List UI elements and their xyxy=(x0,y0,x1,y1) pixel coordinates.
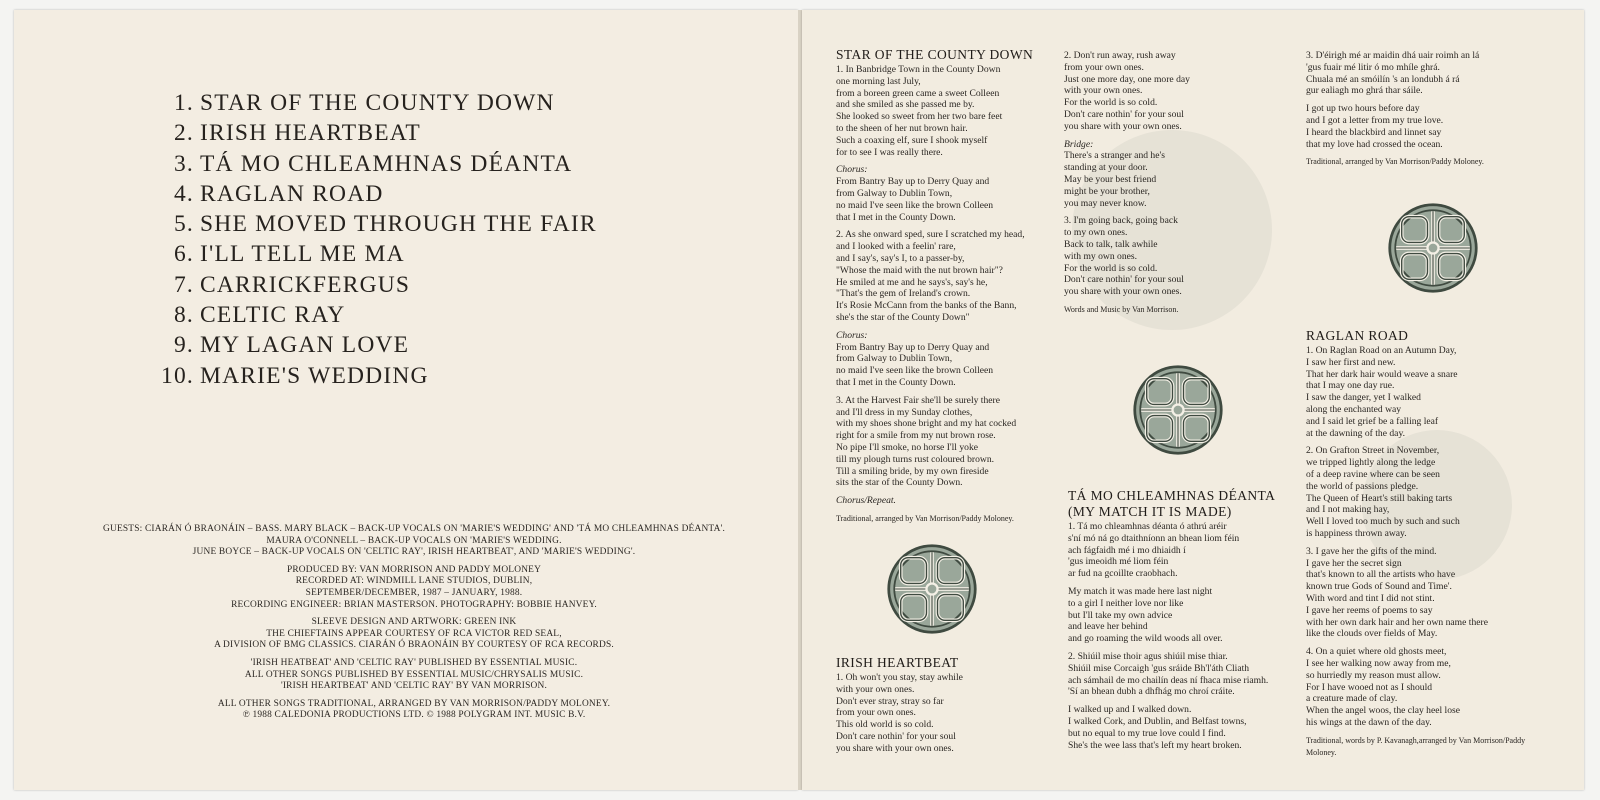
track-title: CELTIC RAY xyxy=(200,302,346,329)
text-line: Don't care nothin' for your soul xyxy=(1064,108,1184,120)
text-line: she's the star of the County Down" xyxy=(836,311,970,323)
text-line: ach sámhail de mo chailín deas ní fhaca mise riamh. xyxy=(1068,674,1269,686)
text-line: I saw her first and new. xyxy=(1306,356,1396,368)
text-line: so hurriedly my reason must allow. xyxy=(1306,669,1441,681)
text-line: you share with your own ones. xyxy=(1064,120,1182,132)
text-line: I walked Cork, and Dublin, and Belfast towns, xyxy=(1068,715,1247,727)
verse xyxy=(1306,646,1536,729)
song-credit: Words and Music by Van Morrison. xyxy=(1064,304,1179,314)
text-line: ALL OTHER SONGS PUBLISHED BY ESSENTIAL MUSIC/CHRYSALIS MUSIC. xyxy=(244,669,584,680)
text-line: with my shoes shone bright and my hat cocked xyxy=(836,418,1017,430)
text-line: I heard the blackbird and linnet say xyxy=(1306,126,1442,138)
text-line: a creature made of clay. xyxy=(1306,693,1398,705)
verse xyxy=(836,229,1058,323)
text-line: With word and tint I did not stint. xyxy=(1306,592,1435,604)
track-item xyxy=(154,88,597,118)
text-line: at the dawning of the day. xyxy=(1306,427,1406,439)
guests-credits xyxy=(74,524,754,559)
chorus-repeat-label: Chorus/Repeat. xyxy=(836,495,896,507)
text-line: gur ealiagh mo ghrá thar sáile. xyxy=(1306,85,1423,97)
text-line: He smiled at me and he says's, say's he, xyxy=(836,276,988,288)
celtic-knot-icon xyxy=(1387,202,1479,294)
text-line: from your own ones. xyxy=(1064,61,1144,73)
text-line: with my own ones. xyxy=(1064,250,1138,262)
track-number: 1. xyxy=(173,90,194,116)
song-irish-heartbeat xyxy=(836,656,1036,761)
track-title: TÁ MO CHLEAMHNAS DÉANTA xyxy=(200,150,573,177)
bridge-label: Bridge: xyxy=(1064,138,1094,150)
text-line: but I'll take my own advice xyxy=(1068,609,1173,621)
text-line: known true Gods of Sound and Time'. xyxy=(1306,581,1452,593)
verse xyxy=(1306,345,1536,439)
text-line: Shiúil mise Corcaigh 'gus sráide Bh'l'áth Cliath xyxy=(1068,662,1250,674)
text-line: the world of passions pledge. xyxy=(1306,480,1419,492)
text-line: one morning last July, xyxy=(836,75,921,87)
text-line: 1. Oh won't you stay, stay awhile xyxy=(836,672,963,683)
track-item xyxy=(154,330,597,360)
text-line: Back to talk, talk awhile xyxy=(1064,238,1158,250)
song-star-of-the-county-down xyxy=(836,48,1058,525)
verse xyxy=(836,64,1058,158)
track-title: CARRICKFERGUS xyxy=(200,271,411,298)
text-line: 'IRISH HEARTBEAT' AND 'CELTIC RAY' BY VAN MORRISON. xyxy=(280,681,548,692)
text-line: with your own ones. xyxy=(836,683,915,695)
track-title: MARIE'S WEDDING xyxy=(200,362,429,389)
text-line: no maid I've seen like the brown Colleen xyxy=(836,365,994,377)
production-credits xyxy=(74,565,754,611)
text-line: from your own ones. xyxy=(836,707,916,719)
text-line: THE CHIEFTAINS APPEAR COURTESY OF RCA VICTOR RED SEAL, xyxy=(266,628,562,639)
verse-english xyxy=(1068,586,1298,645)
song-title: TÁ MO CHLEAMHNAS DÉANTA xyxy=(1068,488,1276,503)
song-irish-heartbeat-continued xyxy=(1064,50,1264,316)
text-line: From Bantry Bay up to Derry Quay and xyxy=(836,176,990,188)
text-line: From Bantry Bay up to Derry Quay and xyxy=(836,341,990,353)
text-line: The Queen of Heart's still baking tarts xyxy=(1306,492,1453,504)
text-line: I gave her the secret sign xyxy=(1306,557,1402,569)
verse-irish xyxy=(1068,521,1298,580)
text-line: and I'll dress in my Sunday clothes, xyxy=(836,406,973,418)
song-credit: Traditional, arranged by Van Morrison/Paddy Moloney. xyxy=(836,513,1014,523)
text-line: Chuala mé an smóilín 's an londubh á rá xyxy=(1306,73,1460,85)
track-number: 5. xyxy=(173,211,194,238)
chorus-label: Chorus: xyxy=(836,329,868,341)
track-title: MY LAGAN LOVE xyxy=(200,332,410,359)
text-line: It's Rosie McCann from the banks of the Bann, xyxy=(836,300,1017,312)
text-line: 1. On Raglan Road on an Autumn Day, xyxy=(1306,345,1457,356)
verse-irish xyxy=(1306,50,1546,97)
text-line: 'Sí an bhean dubh a dhfhág mo chroí cráite. xyxy=(1068,686,1235,698)
text-line: that I may one day rue. xyxy=(1306,380,1395,392)
text-line: we tripped lightly along the ledge xyxy=(1306,457,1436,469)
song-ta-mo-chleamhnas-deanta-continued xyxy=(1306,50,1546,168)
text-line: Till a smiling bride, by my own fireside xyxy=(836,465,989,477)
track-number: 6. xyxy=(173,241,194,268)
text-line: but no equal to my true love could I find. xyxy=(1068,727,1226,739)
text-line: with her own dark hair and her own name there xyxy=(1306,616,1488,628)
text-line: 2. Shiúil mise thoir agus shiúil mise thiar. xyxy=(1068,650,1228,662)
text-line: I saw the danger, yet I walked xyxy=(1306,392,1421,404)
text-line: This old world is so cold. xyxy=(836,719,934,731)
song-subtitle: (MY MATCH IT IS MADE) xyxy=(1068,504,1232,519)
text-line: JUNE BOYCE – BACK-UP VOCALS ON 'CELTIC RAY', IRISH HEARTBEAT', AND 'MARIE'S WEDDING'. xyxy=(192,547,636,558)
text-line: "Whose the maid with the nut brown hair"? xyxy=(836,264,1003,276)
text-line: Don't ever stray, stray so far xyxy=(836,695,944,707)
song-ta-mo-chleamhnas-deanta xyxy=(1068,489,1298,757)
text-line: you share with your own ones. xyxy=(836,742,954,754)
text-line: ach fágfaidh mé i mo dhiaidh í xyxy=(1068,544,1186,556)
text-line: and I say's, say's I, to a passer-by, xyxy=(836,252,965,264)
text-line: like the clouds over fields of May. xyxy=(1306,628,1438,640)
text-line: no maid I've seen like the brown Colleen xyxy=(836,199,994,211)
chorus-label: Chorus: xyxy=(836,164,868,176)
text-line: you share with your own ones. xyxy=(1064,286,1182,298)
left-page xyxy=(14,10,798,790)
text-line: 3. I'm going back, going back xyxy=(1064,215,1178,227)
right-page xyxy=(802,10,1584,790)
track-item xyxy=(154,149,597,179)
text-line: ar fud na gcoillte craobhach. xyxy=(1068,568,1178,580)
song-title: IRISH HEARTBEAT xyxy=(836,655,959,670)
verse xyxy=(1306,445,1536,539)
text-line: from Galway to Dublin Town, xyxy=(836,187,953,199)
song-raglan-road xyxy=(1306,329,1536,758)
text-line: For I have wooed not as I should xyxy=(1306,681,1433,693)
text-line: 2. On Grafton Street in November, xyxy=(1306,445,1440,457)
track-number: 3. xyxy=(173,150,194,177)
text-line: My match it was made here last night xyxy=(1068,585,1213,597)
celtic-knot-icon xyxy=(886,543,978,635)
song-credit xyxy=(1306,735,1536,759)
song-title: STAR OF THE COUNTY DOWN xyxy=(836,47,1034,62)
text-line: to my own ones. xyxy=(1064,227,1128,239)
text-line: 'gus fuair mé litir ó mo mhíle ghrá. xyxy=(1306,61,1440,73)
verse xyxy=(1306,546,1536,640)
text-line: is happiness thrown away. xyxy=(1306,527,1407,539)
credits-block xyxy=(74,524,754,728)
text-line: and go roaming the wild woods all over. xyxy=(1068,633,1223,645)
text-line: to a girl I neither love nor like xyxy=(1068,597,1184,609)
track-number: 7. xyxy=(173,271,194,298)
text-line: No pipe I'll smoke, no horse I'll yoke xyxy=(836,441,979,453)
text-line: ALL OTHER SONGS TRADITIONAL, ARRANGED BY VAN MORRISON/PADDY MOLONEY. xyxy=(217,698,611,709)
track-number: 10. xyxy=(161,362,194,389)
text-line: standing at your door. xyxy=(1064,162,1148,174)
text-line: Well I loved too much by such and such xyxy=(1306,516,1460,528)
text-line: for to see I was really there. xyxy=(836,146,943,158)
verse-english xyxy=(1068,704,1298,751)
text-line: with your own ones. xyxy=(1064,85,1143,97)
text-line: 1. In Banbridge Town in the County Down xyxy=(836,64,1001,75)
text-line: SLEEVE DESIGN AND ARTWORK: GREEN INK xyxy=(311,617,517,628)
text-line: his wings at the dawn of the day. xyxy=(1306,716,1432,728)
text-line: that my love had crossed the ocean. xyxy=(1306,138,1443,150)
bridge xyxy=(1064,150,1264,209)
text-line: Don't care nothin' for your soul xyxy=(836,730,956,742)
text-line: May be your best friend xyxy=(1064,173,1157,185)
song-title: RAGLAN ROAD xyxy=(1306,328,1409,343)
track-item xyxy=(154,270,597,300)
text-line: She looked so sweet from her two bare feet xyxy=(836,111,1003,123)
track-title: I'LL TELL ME MA xyxy=(200,241,405,268)
copyright-credits xyxy=(74,699,754,722)
track-number: 8. xyxy=(173,302,194,329)
text-line: might be your brother, xyxy=(1064,185,1150,197)
text-line: I got up two hours before day xyxy=(1306,103,1420,115)
text-line: that I met in the County Down. xyxy=(836,376,956,388)
text-line: I gave her reems of poems to say xyxy=(1306,604,1433,616)
text-line: GUESTS: CIARÁN Ó BRAONÁIN – BASS. MARY BLACK – BACK-UP VOCALS ON 'MARIE'S WEDDING' AND 'TÁ MO CHLEAMHNAS DÉANTA'. xyxy=(103,524,725,534)
text-line: SEPTEMBER/DECEMBER, 1987 – JANUARY, 1988. xyxy=(305,587,523,598)
verse-irish xyxy=(1068,651,1298,698)
text-line: 3. D'éirigh mé ar maidin dhá uair roimh an lá xyxy=(1306,50,1480,61)
track-item xyxy=(154,179,597,209)
text-line: s'ní mó ná go dtaithníonn an bhean liom féin xyxy=(1068,532,1240,544)
text-line: along the enchanted way xyxy=(1306,403,1402,415)
track-title: RAGLAN ROAD xyxy=(200,180,384,207)
design-credits xyxy=(74,617,754,652)
text-line: 2. As she onward sped, sure I scratched my head, xyxy=(836,229,1025,241)
track-item xyxy=(154,361,597,391)
chorus xyxy=(836,176,1058,223)
track-number: 9. xyxy=(173,332,194,359)
text-line: to the sheen of her nut brown hair. xyxy=(836,122,968,134)
text-line: "That's the gem of Ireland's crown. xyxy=(836,288,971,300)
text-line: Just one more day, one more day xyxy=(1064,73,1190,85)
track-number: 2. xyxy=(173,120,194,147)
track-number: 4. xyxy=(173,180,194,207)
text-line: 3. At the Harvest Fair she'll be surely there xyxy=(836,394,1000,406)
text-line: right for a smile from my nut brown rose. xyxy=(836,430,996,442)
track-title: SHE MOVED THROUGH THE FAIR xyxy=(200,211,597,238)
text-line: till my plough turns rust coloured brown. xyxy=(836,453,995,465)
text-line: I see her walking now away from me, xyxy=(1306,657,1451,669)
text-line: That her dark hair would weave a snare xyxy=(1306,368,1458,380)
track-title: STAR OF THE COUNTY DOWN xyxy=(200,90,555,116)
text-line: For the world is so cold. xyxy=(1064,97,1158,109)
publishing-credits xyxy=(74,658,754,693)
text-line: There's a stranger and he's xyxy=(1064,150,1165,162)
text-line: that I met in the County Down. xyxy=(836,211,956,223)
text-line: 4. On a quiet where old ghosts meet, xyxy=(1306,646,1447,658)
text-line: Don't care nothin' for your soul xyxy=(1064,274,1184,286)
celtic-knot-icon xyxy=(1132,364,1224,456)
text-line: 2. Don't run away, rush away xyxy=(1064,50,1176,61)
verse xyxy=(1064,50,1264,133)
text-line: 1. Tá mo chleamhnas déanta ó athrú aréir xyxy=(1068,521,1227,532)
text-line: you may never know. xyxy=(1064,197,1147,209)
track-item xyxy=(154,118,597,148)
text-line: arranged by Van Morrison/Paddy Moloney. xyxy=(1306,735,1526,757)
track-item xyxy=(154,209,597,239)
verse xyxy=(1064,215,1264,298)
text-line: 3. I gave her the gifts of the mind. xyxy=(1306,545,1437,557)
track-item xyxy=(154,300,597,330)
text-line: and I got a letter from my true love. xyxy=(1306,114,1444,126)
chorus xyxy=(836,342,1058,389)
verse xyxy=(836,395,1058,489)
text-line: and leave her behind xyxy=(1068,621,1148,633)
text-line: from Galway to Dublin Town, xyxy=(836,353,953,365)
verse-english xyxy=(1306,103,1546,150)
text-line: ℗ 1988 CALEDONIA PRODUCTIONS LTD. © 1988 POLYGRAM INT. MUSIC B.V. xyxy=(242,710,586,721)
text-line: and I said let grief be a falling leaf xyxy=(1306,415,1439,427)
track-list xyxy=(154,88,597,391)
track-item xyxy=(154,239,597,269)
text-line: She's the wee lass that's left my heart broken. xyxy=(1068,739,1242,751)
text-line: When the angel woos, the clay heel lose xyxy=(1306,705,1460,717)
text-line: 'IRISH HEATBEAT' AND 'CELTIC RAY' PUBLISHED BY ESSENTIAL MUSIC. xyxy=(250,657,578,668)
track-title: IRISH HEARTBEAT xyxy=(200,120,421,147)
text-line: from a boreen green came a sweet Colleen xyxy=(836,87,1000,99)
text-line: I walked up and I walked down. xyxy=(1068,704,1192,716)
text-line: sits the star of the County Down. xyxy=(836,477,963,489)
text-line: Traditional, words by P. Kavanagh, xyxy=(1306,735,1419,745)
text-line: Such a coaxing elf, sure I shook myself xyxy=(836,134,988,146)
verse xyxy=(836,672,1036,755)
text-line: For the world is so cold. xyxy=(1064,262,1158,274)
text-line: and she smiled as she passed me by. xyxy=(836,99,975,111)
song-credit: Traditional, arranged by Van Morrison/Paddy Moloney. xyxy=(1306,157,1484,167)
text-line: of a deep ravine where can be seen xyxy=(1306,468,1440,480)
text-line: MAURA O'CONNELL – BACK-UP VOCALS ON 'MARIE'S WEDDING. xyxy=(266,535,562,546)
text-line: that's known to all the artists who have xyxy=(1306,569,1456,581)
text-line: RECORDING ENGINEER: BRIAN MASTERSON. PHOTOGRAPHY: BOBBIE HANVEY. xyxy=(231,599,597,610)
text-line: A DIVISION OF BMG CLASSICS. CIARÁN Ó BRAONÁIN BY COURTESY OF RCA RECORDS. xyxy=(214,640,614,651)
text-line: and I looked with a feelin' rare, xyxy=(836,241,956,253)
text-line: 'gus imeoidh mé liom féin xyxy=(1068,556,1169,568)
text-line: PRODUCED BY: VAN MORRISON AND PADDY MOLONEY xyxy=(286,564,542,575)
text-line: and I not making hay, xyxy=(1306,504,1390,516)
text-line: RECORDED AT: WINDMILL LANE STUDIOS, DUBLIN, xyxy=(295,576,533,587)
